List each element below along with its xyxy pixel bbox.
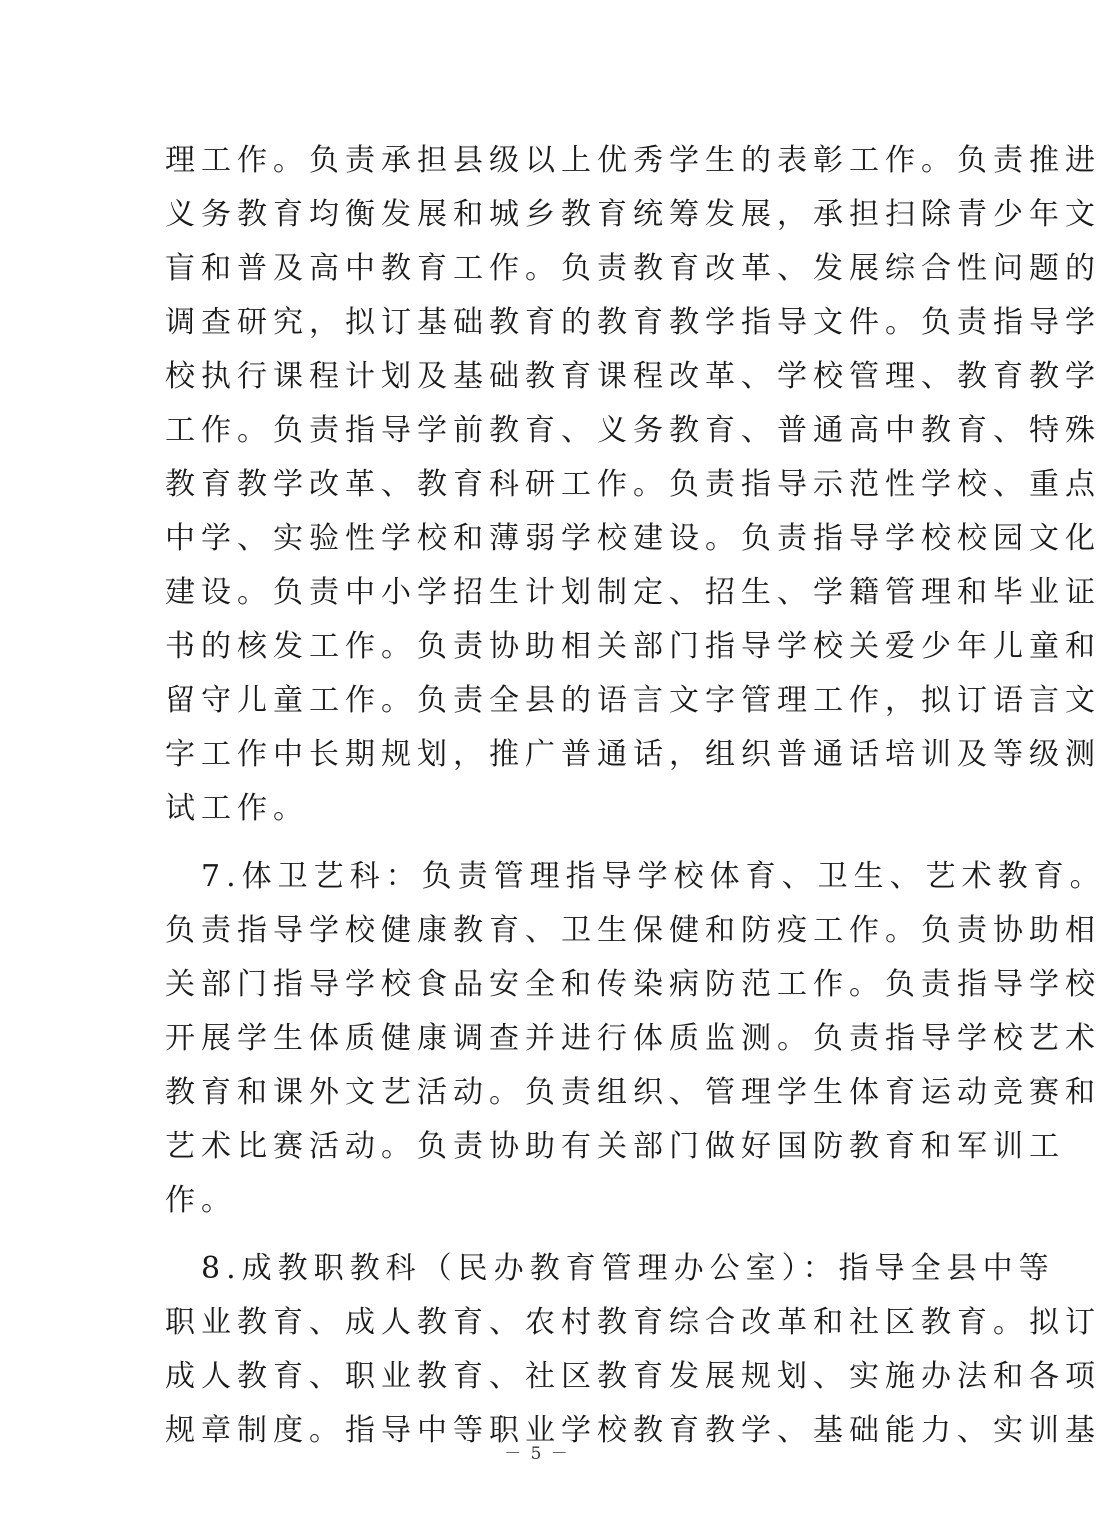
- text-line: 调查研究，拟订基础教育的教育教学指导文件。负责指导学: [165, 305, 1101, 340]
- body-text: [165, 134, 1106, 1458]
- text-line: 书的核发工作。负责协助相关部门指导学校关爱少年儿童和: [165, 629, 1101, 664]
- text-line: 教育教学改革、教育科研工作。负责指导示范性学校、重点: [165, 467, 1101, 502]
- text-line: 字工作中长期规划，推广普通话，组织普通话培训及等级测: [165, 737, 1101, 772]
- text-line: 教育和课外文艺活动。负责组织、管理学生体育运动竞赛和: [165, 1075, 1101, 1110]
- text-line: 作。: [165, 1183, 237, 1218]
- paragraph-sports-health-arts: [165, 850, 1106, 1228]
- text-line: 开展学生体质健康调查并进行体质监测。负责指导学校艺术: [165, 1021, 1101, 1056]
- text-line: 职业教育、成人教育、农村教育综合改革和社区教育。拟订: [165, 1305, 1101, 1340]
- text-line: 建设。负责中小学招生计划制定、招生、学籍管理和毕业证: [165, 575, 1101, 610]
- text-line: 艺术比赛活动。负责协助有关部门做好国防教育和军训工: [165, 1129, 1065, 1164]
- text-line: 负责指导学校健康教育、卫生保健和防疫工作。负责协助相: [165, 913, 1101, 948]
- text-line: 规章制度。指导中等职业学校教育教学、基础能力、实训基: [165, 1413, 1101, 1448]
- paragraph-education-duties: [165, 134, 1101, 836]
- page-number: － 5 －: [504, 1444, 570, 1464]
- text-line: 理工作。负责承担县级以上优秀学生的表彰工作。负责推进: [165, 143, 1101, 178]
- text-line: 关部门指导学校食品安全和传染病防范工作。负责指导学校: [165, 967, 1101, 1002]
- text-line: 校执行课程计划及基础教育课程改革、学校管理、教育教学: [165, 359, 1101, 394]
- text-line: 义务教育均衡发展和城乡教育统筹发展，承担扫除青少年文: [165, 197, 1101, 232]
- paragraph-gap: [165, 1228, 915, 1242]
- paragraph-adult-vocational: [165, 1242, 1101, 1458]
- text-line: 中学、实验性学校和薄弱学校建设。负责指导学校校园文化: [165, 521, 1101, 556]
- paragraph-gap: [165, 836, 915, 850]
- text-line: 成人教育、职业教育、社区教育发展规划、实施办法和各项: [165, 1359, 1101, 1394]
- text-line: 8.成教职教科（民办教育管理办公室）：指导全县中等: [165, 1251, 1055, 1286]
- text-line: 留守儿童工作。负责全县的语言文字管理工作，拟订语言文: [165, 683, 1101, 718]
- text-line: 试工作。: [165, 791, 309, 826]
- text-line: 7.体卫艺科：负责管理指导学校体育、卫生、艺术教育。: [165, 859, 1106, 894]
- text-line: 工作。负责指导学前教育、义务教育、普通高中教育、特殊: [165, 413, 1101, 448]
- text-line: 盲和普及高中教育工作。负责教育改革、发展综合性问题的: [165, 251, 1101, 286]
